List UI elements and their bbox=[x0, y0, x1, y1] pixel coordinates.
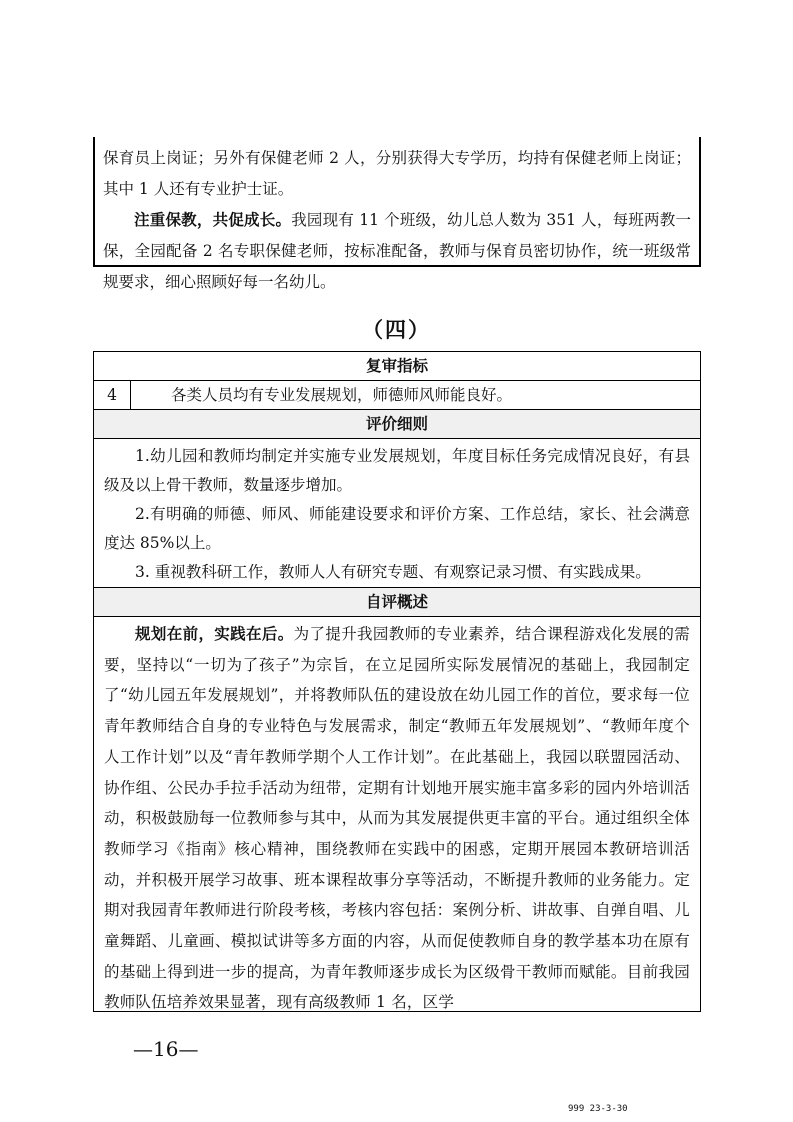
criteria-item: 2.有明确的师德、师风、师能建设要求和评价方案、工作总结，家长、社会满意度达 85%以上。 bbox=[104, 505, 690, 552]
self-evaluation-header: 自评概述 bbox=[94, 588, 700, 617]
review-indicator-header: 复审指标 bbox=[94, 352, 700, 381]
indicator-text: 各类人员均有专业发展规划，师德师风师能良好。 bbox=[171, 386, 513, 404]
continued-content-box bbox=[93, 137, 701, 291]
criteria-list bbox=[94, 439, 700, 588]
continued-paragraph: 保育员上岗证；另外有保健老师 2 人，分别获得大专学历，均持有保健老师上岗证；其中 1 人还有专业护士证。 bbox=[103, 149, 691, 198]
page-number: —16— bbox=[133, 1037, 199, 1061]
care-heading: 注重保教，共促成长。 bbox=[134, 211, 292, 229]
self-evaluation-heading: 规划在前，实践在后。 bbox=[135, 625, 294, 643]
self-evaluation-paragraph bbox=[104, 619, 690, 1018]
criteria-header: 评价细则 bbox=[94, 410, 700, 439]
footer-stamp: 999 23-3-30 bbox=[568, 1104, 628, 1114]
criteria-item: 3. 重视教科研工作，教师人人有研究专题、有观察记录习惯、有实践成果。 bbox=[135, 563, 651, 581]
indicator-number: 4 bbox=[94, 381, 131, 409]
section-title: （四） bbox=[362, 318, 431, 342]
self-evaluation-body bbox=[94, 617, 700, 1018]
criteria-item: 1.幼儿园和教师均制定并实施专业发展规划，年度目标任务完成情况良好，有县级及以上骨干教师，数量逐步增加。 bbox=[104, 447, 690, 494]
indicator-row bbox=[94, 381, 700, 410]
review-table bbox=[93, 351, 701, 1012]
care-paragraph bbox=[95, 205, 699, 298]
care-text: 我园现有 11 个班级，幼儿总人数为 351 人，每班两教一保，全园配备 2 名专职保健老师，按标准配备，教师与保育员密切协作，统一班级常规要求，细心照顾好每一名幼儿。 bbox=[103, 211, 691, 291]
self-evaluation-text: 为了提升我园教师的专业素养，结合课程游戏化发展的需要，坚持以“一切为了孩子”为宗旨，在立足园所实际发展情况的基础上，我园制定了“幼儿园五年发展规划”，并将教师队伍的建设放在幼儿园工作的首位，要求每一位青年教师结合自身的专业特色与发展需求，制定“教师五年发展规划”、“教师年度个人工作计划”以及“青年教师学期个人工作计划”。在此基础上，我园以联盟园活动、协作组、公民办手拉手活动为纽带，定期有计划地开展实施丰富多彩的园内外培训活动，积极鼓励每一位教师参与其中，从而为其发展提供更丰富的平台。通过组织全体教师学习《指南》核心精神，围绕教师在实践中的困惑，定期开展园本教研培训活动，并积极开展学习故事、班本课程故事分享等活动，不断提升教师的业务能力。定期对我园青年教师进行阶段考核，考核内容包括：案例分析、讲故事、自弹自唱、儿童舞蹈、儿童画、模拟试讲等多方面的内容，从而促使教师自身的教学基本功在原有的基础上得到进一步的提高，为青年教师逐步成长为区级骨干教师而赋能。目前我园教师队伍培养效果显著，现有高级教师 1 名，区学 bbox=[104, 625, 690, 1012]
